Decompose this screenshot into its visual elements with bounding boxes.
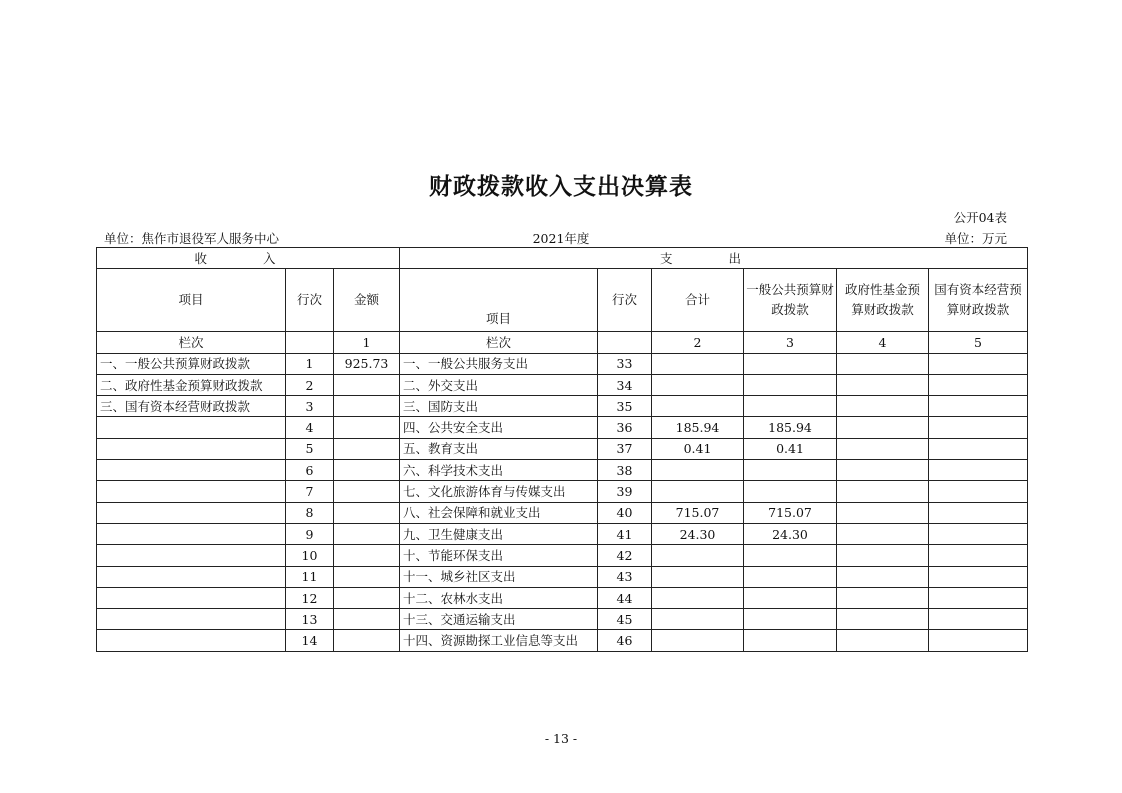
- income-item-cell: [97, 460, 286, 481]
- expense-item-cell: 七、文化旅游体育与传媒支出: [400, 481, 598, 502]
- income-item-cell: [97, 438, 286, 459]
- expense-row-cell: 39: [598, 481, 652, 502]
- expense-row-cell: 45: [598, 609, 652, 630]
- expense-row-no-header: 行次: [598, 269, 652, 332]
- table-number: 公开04表: [953, 210, 1007, 225]
- income-amount-index: 1: [334, 332, 400, 353]
- income-row-cell: 12: [286, 587, 334, 608]
- expense-item-cell: 八、社会保障和就业支出: [400, 502, 598, 523]
- total-cell: 185.94: [652, 417, 744, 438]
- income-row-cell: 5: [286, 438, 334, 459]
- general-budget-cell: 185.94: [744, 417, 837, 438]
- total-cell: 715.07: [652, 502, 744, 523]
- report-title: 财政拨款收入支出决算表: [429, 174, 693, 200]
- income-index-label: 栏次: [97, 332, 286, 353]
- income-item-cell: [97, 545, 286, 566]
- state-capital-cell: [929, 609, 1028, 630]
- total-cell: [652, 396, 744, 417]
- income-amount-cell: [334, 438, 400, 459]
- expense-row-cell: 42: [598, 545, 652, 566]
- total-cell: [652, 630, 744, 651]
- income-row-cell: 8: [286, 502, 334, 523]
- general-budget-cell: 0.41: [744, 438, 837, 459]
- income-row-cell: 6: [286, 460, 334, 481]
- income-row-cell: 14: [286, 630, 334, 651]
- expense-row-cell: 40: [598, 502, 652, 523]
- gov-fund-cell: [837, 417, 929, 438]
- table-row: [97, 481, 1028, 502]
- organization-unit: 单位：焦作市退役军人服务中心: [104, 231, 280, 246]
- expense-item-cell: 六、科学技术支出: [400, 460, 598, 481]
- fiscal-year: 2021年度: [532, 231, 590, 246]
- expense-index-blank: [598, 332, 652, 353]
- income-item-cell: [97, 417, 286, 438]
- income-item-cell: [97, 481, 286, 502]
- income-amount-cell: 925.73: [334, 353, 400, 374]
- expense-item-cell: 一、一般公共服务支出: [400, 353, 598, 374]
- income-item-cell: [97, 566, 286, 587]
- general-budget-cell: [744, 396, 837, 417]
- income-amount-cell: [334, 502, 400, 523]
- income-amount-cell: [334, 417, 400, 438]
- total-cell: [652, 587, 744, 608]
- expense-row-cell: 36: [598, 417, 652, 438]
- state-capital-cell: [929, 460, 1028, 481]
- general-budget-cell: [744, 566, 837, 587]
- state-capital-cell: [929, 481, 1028, 502]
- column-header-row: [97, 269, 1028, 332]
- general-budget-index: 3: [744, 332, 837, 353]
- total-cell: 24.30: [652, 523, 744, 544]
- gov-fund-cell: [837, 566, 929, 587]
- gov-fund-cell: [837, 460, 929, 481]
- income-row-cell: 3: [286, 396, 334, 417]
- table-row: [97, 630, 1028, 651]
- income-item-cell: 三、国有资本经营财政拨款: [97, 396, 286, 417]
- gov-fund-cell: [837, 502, 929, 523]
- expense-item-cell: 三、国防支出: [400, 396, 598, 417]
- gov-fund-cell: [837, 609, 929, 630]
- general-budget-cell: [744, 587, 837, 608]
- income-amount-cell: [334, 396, 400, 417]
- general-budget-cell: [744, 374, 837, 395]
- table-row: [97, 587, 1028, 608]
- state-capital-cell: [929, 587, 1028, 608]
- income-row-cell: 2: [286, 374, 334, 395]
- expense-index-label: 栏次: [400, 332, 598, 353]
- table-row: [97, 609, 1028, 630]
- general-budget-cell: [744, 481, 837, 502]
- expense-item-cell: 九、卫生健康支出: [400, 523, 598, 544]
- table-row: [97, 545, 1028, 566]
- general-budget-cell: [744, 609, 837, 630]
- income-item-cell: [97, 609, 286, 630]
- expense-row-cell: 43: [598, 566, 652, 587]
- income-item-cell: [97, 587, 286, 608]
- income-item-cell: [97, 630, 286, 651]
- expense-item-cell: 二、外交支出: [400, 374, 598, 395]
- expense-row-cell: 41: [598, 523, 652, 544]
- total-cell: [652, 566, 744, 587]
- table-row: [97, 460, 1028, 481]
- expense-item-cell: 四、公共安全支出: [400, 417, 598, 438]
- income-row-cell: 7: [286, 481, 334, 502]
- income-row-cell: 10: [286, 545, 334, 566]
- general-budget-cell: [744, 460, 837, 481]
- page-number: - 13 -: [544, 731, 578, 746]
- state-capital-cell: [929, 438, 1028, 459]
- gov-fund-cell: [837, 481, 929, 502]
- state-capital-header: 国有资本经营预算财政拨款: [929, 269, 1028, 332]
- gov-fund-index: 4: [837, 332, 929, 353]
- state-capital-cell: [929, 417, 1028, 438]
- income-amount-cell: [334, 630, 400, 651]
- total-cell: [652, 545, 744, 566]
- expense-item-cell: 十一、城乡社区支出: [400, 566, 598, 587]
- income-amount-cell: [334, 609, 400, 630]
- income-amount-cell: [334, 566, 400, 587]
- expense-item-cell: 十、节能环保支出: [400, 545, 598, 566]
- income-amount-cell: [334, 460, 400, 481]
- expense-group-header: 支 出: [400, 248, 1028, 269]
- state-capital-cell: [929, 630, 1028, 651]
- income-row-cell: 1: [286, 353, 334, 374]
- income-amount-cell: [334, 374, 400, 395]
- expense-row-cell: 44: [598, 587, 652, 608]
- table-row: [97, 502, 1028, 523]
- income-amount-cell: [334, 481, 400, 502]
- income-amount-cell: [334, 545, 400, 566]
- state-capital-cell: [929, 396, 1028, 417]
- general-budget-cell: [744, 630, 837, 651]
- total-cell: [652, 609, 744, 630]
- income-row-no-header: 行次: [286, 269, 334, 332]
- table-row: [97, 566, 1028, 587]
- expense-item-cell: 十三、交通运输支出: [400, 609, 598, 630]
- total-cell: [652, 353, 744, 374]
- budget-table: [96, 247, 1028, 652]
- total-cell: [652, 374, 744, 395]
- income-item-cell: 二、政府性基金预算财政拨款: [97, 374, 286, 395]
- general-budget-cell: [744, 545, 837, 566]
- column-index-row: [97, 332, 1028, 353]
- income-row-cell: 13: [286, 609, 334, 630]
- expense-row-cell: 46: [598, 630, 652, 651]
- state-capital-cell: [929, 502, 1028, 523]
- table-row: [97, 396, 1028, 417]
- income-item-cell: [97, 523, 286, 544]
- gov-fund-cell: [837, 353, 929, 374]
- state-capital-index: 5: [929, 332, 1028, 353]
- expense-item-cell: 五、教育支出: [400, 438, 598, 459]
- table-row: [97, 374, 1028, 395]
- expense-item-cell: 十四、资源勘探工业信息等支出: [400, 630, 598, 651]
- state-capital-cell: [929, 523, 1028, 544]
- income-row-cell: 11: [286, 566, 334, 587]
- general-budget-header: 一般公共预算财政拨款: [744, 269, 837, 332]
- gov-fund-cell: [837, 374, 929, 395]
- table-row: [97, 523, 1028, 544]
- gov-fund-header: 政府性基金预算财政拨款: [837, 269, 929, 332]
- gov-fund-cell: [837, 545, 929, 566]
- income-amount-cell: [334, 587, 400, 608]
- income-item-cell: [97, 502, 286, 523]
- table-row: [97, 353, 1028, 374]
- gov-fund-cell: [837, 438, 929, 459]
- total-index: 2: [652, 332, 744, 353]
- general-budget-cell: [744, 353, 837, 374]
- state-capital-cell: [929, 374, 1028, 395]
- money-unit: 单位：万元: [944, 231, 1007, 246]
- total-cell: 0.41: [652, 438, 744, 459]
- expense-item-header: 项目: [400, 269, 598, 332]
- income-row-cell: 9: [286, 523, 334, 544]
- expense-row-cell: 38: [598, 460, 652, 481]
- state-capital-cell: [929, 566, 1028, 587]
- expense-row-cell: 33: [598, 353, 652, 374]
- income-group-header: 收 入: [97, 248, 400, 269]
- general-budget-cell: 24.30: [744, 523, 837, 544]
- state-capital-cell: [929, 353, 1028, 374]
- total-cell: [652, 460, 744, 481]
- table-row: [97, 417, 1028, 438]
- total-cell: [652, 481, 744, 502]
- income-amount-cell: [334, 523, 400, 544]
- group-header-row: [97, 248, 1028, 269]
- income-row-cell: 4: [286, 417, 334, 438]
- state-capital-cell: [929, 545, 1028, 566]
- gov-fund-cell: [837, 630, 929, 651]
- gov-fund-cell: [837, 523, 929, 544]
- gov-fund-cell: [837, 587, 929, 608]
- general-budget-cell: 715.07: [744, 502, 837, 523]
- expense-row-cell: 37: [598, 438, 652, 459]
- expense-row-cell: 35: [598, 396, 652, 417]
- income-index-blank: [286, 332, 334, 353]
- table-row: [97, 438, 1028, 459]
- income-item-cell: 一、一般公共预算财政拨款: [97, 353, 286, 374]
- total-header: 合计: [652, 269, 744, 332]
- gov-fund-cell: [837, 396, 929, 417]
- income-item-header: 项目: [97, 269, 286, 332]
- expense-row-cell: 34: [598, 374, 652, 395]
- income-amount-header: 金额: [334, 269, 400, 332]
- expense-item-cell: 十二、农林水支出: [400, 587, 598, 608]
